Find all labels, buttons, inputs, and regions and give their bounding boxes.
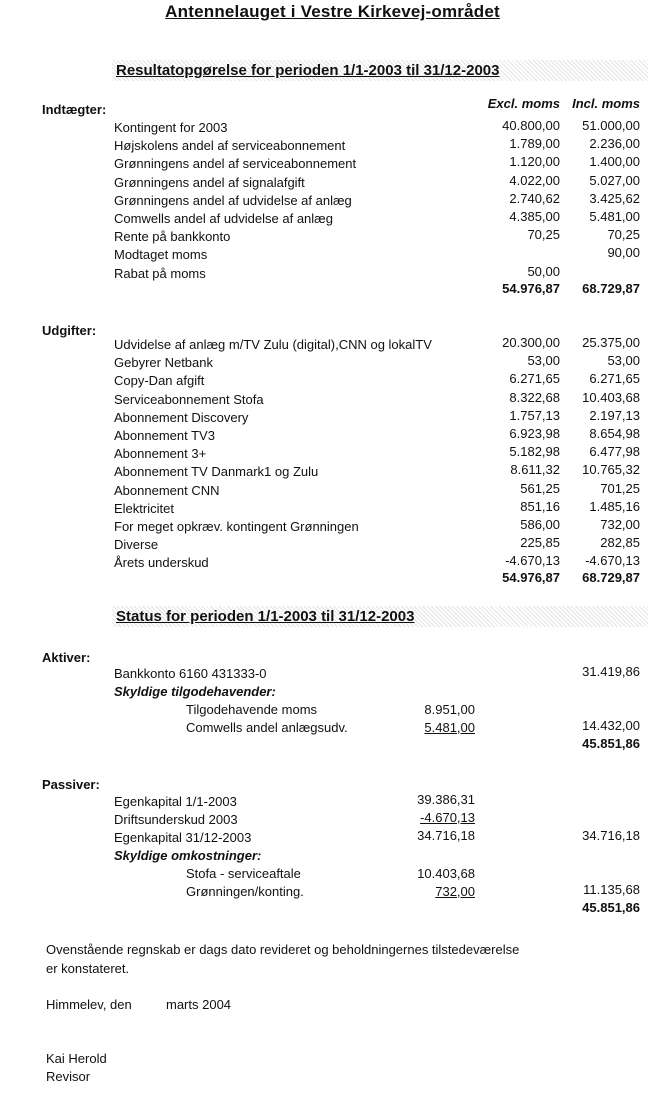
signer-name: Kai Herold xyxy=(46,1051,107,1066)
expense-row-excl: 851,16 xyxy=(520,498,560,514)
expense-row-excl: 5.182,98 xyxy=(509,444,560,460)
col-excl-header: Excl. moms xyxy=(487,96,560,111)
income-row-label: Modtaget moms xyxy=(114,247,208,263)
expense-row-label: Diverse xyxy=(114,537,159,553)
expense-row-excl: 8.322,68 xyxy=(509,389,560,405)
income-row-excl: 2.740,62 xyxy=(509,190,560,206)
income-row-incl: 70,25 xyxy=(607,227,640,243)
equity-amount: -4.670,13 xyxy=(420,810,475,825)
cost-label: Stofa - serviceaftale xyxy=(186,866,301,881)
expense-row-incl: 6.477,98 xyxy=(589,444,640,460)
expense-row-excl: 53,00 xyxy=(527,353,560,369)
income-row-incl: 51.000,00 xyxy=(582,118,640,133)
expense-row-incl: 2.197,13 xyxy=(589,407,640,423)
bank-total: 31.419,86 xyxy=(582,664,640,679)
audit-statement-line2: er konstateret. xyxy=(46,961,130,976)
income-row-incl: 2.236,00 xyxy=(589,136,640,152)
result-heading-banner xyxy=(112,60,648,81)
liabilities-label: Passiver: xyxy=(42,777,100,792)
equity-label: Egenkapital 1/1-2003 xyxy=(114,794,237,809)
expense-row-label: Abonnement 3+ xyxy=(114,446,207,462)
expense-row-excl: 6.923,98 xyxy=(509,426,560,441)
receivable-amount: 5.481,00 xyxy=(424,720,475,735)
cost-amount: 732,00 xyxy=(435,884,475,899)
expense-row-total-incl: 68.729,87 xyxy=(582,570,640,585)
expense-row-label: Abonnement TV3 xyxy=(114,428,215,443)
document-title: Antennelauget i Vestre Kirkevej-området xyxy=(165,2,500,21)
cost-label: Grønningen/konting. xyxy=(186,884,304,899)
status-heading-banner xyxy=(112,606,648,627)
expense-row-incl: 701,25 xyxy=(600,480,640,496)
cost-amount: 10.403,68 xyxy=(417,866,475,881)
expense-row-incl: 732,00 xyxy=(600,517,640,532)
income-section-label: Indtægter: xyxy=(42,102,107,117)
expense-section-label: Udgifter: xyxy=(42,323,97,338)
expense-row-excl: 586,00 xyxy=(520,517,560,532)
expense-row-excl: -4.670,13 xyxy=(505,553,560,569)
income-row-excl: 70,25 xyxy=(527,227,560,243)
expense-row-excl: 20.300,00 xyxy=(502,335,560,350)
income-row-label: Højskolens andel af serviceabonnement xyxy=(114,138,346,154)
result-heading: Resultatopgørelse for perioden 1/1-2003 til 31/12-2003 xyxy=(116,62,500,79)
expense-row-label: Elektricitet xyxy=(114,500,174,516)
expense-row-excl: 1.757,13 xyxy=(509,407,560,423)
income-row-incl: 5.481,00 xyxy=(589,209,640,224)
income-row-total-excl: 54.976,87 xyxy=(502,281,560,296)
income-row-incl: 3.425,62 xyxy=(589,190,640,206)
expense-row-total-excl: 54.976,87 xyxy=(502,570,560,585)
expense-row-label: Abonnement TV Danmark1 og Zulu xyxy=(114,464,319,480)
signer-title: Revisor xyxy=(46,1069,91,1084)
income-row-label: Kontingent for 2003 xyxy=(114,120,228,135)
expense-row-incl: 53,00 xyxy=(607,353,640,369)
equity-amount: 34.716,18 xyxy=(417,828,475,843)
expense-row-label: Abonnement CNN xyxy=(114,482,220,498)
receivable-amount: 8.951,00 xyxy=(424,702,475,717)
col-incl-header: Incl. moms xyxy=(572,96,640,111)
bank-label: Bankkonto 6160 431333-0 xyxy=(114,666,267,681)
expense-row-label: Udvidelse af anlæg m/TV Zulu (digital),CNN og lokalTV xyxy=(114,337,432,352)
expense-row-incl: 10.403,68 xyxy=(582,389,640,405)
expense-row-label: Abonnement Discovery xyxy=(114,409,249,425)
receivables-total: 14.432,00 xyxy=(582,718,640,733)
income-row-incl: 90,00 xyxy=(607,245,640,261)
costs-label: Skyldige omkostninger: xyxy=(114,848,262,863)
income-row-label: Rabat på moms xyxy=(114,265,206,281)
expense-row-incl: 282,85 xyxy=(600,535,640,551)
equity-total: 34.716,18 xyxy=(582,828,640,843)
income-row-excl: 50,00 xyxy=(527,263,560,279)
expense-row-incl: 25.375,00 xyxy=(582,335,640,350)
income-row-total-incl: 68.729,87 xyxy=(582,281,640,296)
income-row-excl: 4.385,00 xyxy=(509,209,560,224)
expense-row-incl: 1.485,16 xyxy=(589,498,640,514)
assets-label: Aktiver: xyxy=(42,650,91,665)
expense-row-label: Årets underskud xyxy=(114,555,209,571)
equity-label: Egenkapital 31/12-2003 xyxy=(114,830,252,845)
receivable-label: Comwells andel anlægsudv. xyxy=(186,720,348,735)
expense-row-label: For meget opkræv. kontingent Grønningen xyxy=(114,519,359,534)
expense-row-incl: 8.654,98 xyxy=(589,426,640,441)
receivable-label: Tilgodehavende moms xyxy=(186,702,318,717)
income-row-label: Grønningens andel af signalafgift xyxy=(114,174,305,190)
expense-row-label: Copy-Dan afgift xyxy=(114,373,205,389)
income-row-excl: 1.789,00 xyxy=(509,136,560,152)
place-label: Himmelev, den xyxy=(46,997,132,1012)
expense-row-incl: 10.765,32 xyxy=(582,462,640,478)
equity-amount: 39.386,31 xyxy=(417,792,475,807)
equity-label: Driftsunderskud 2003 xyxy=(114,812,238,827)
expense-row-excl: 8.611,32 xyxy=(510,462,560,478)
expense-row-label: Serviceabonnement Stofa xyxy=(114,391,264,407)
audit-statement-line1: Ovenstående regnskab er dags dato revideret og beholdningernes tilstedeværelse xyxy=(46,942,520,957)
expense-row-excl: 561,25 xyxy=(520,480,560,496)
expense-row-label: Gebyrer Netbank xyxy=(114,355,213,371)
expense-row-incl: 6.271,65 xyxy=(589,371,640,387)
income-row-label: Grønningens andel af serviceabonnement xyxy=(114,156,357,172)
receivables-label: Skyldige tilgodehavender: xyxy=(114,684,276,699)
assets-total: 45.851,86 xyxy=(582,736,640,751)
expense-row-excl: 225,85 xyxy=(520,535,560,551)
signature-date: marts 2004 xyxy=(166,997,232,1012)
income-row-excl: 4.022,00 xyxy=(509,172,560,188)
status-heading: Status for perioden 1/1-2003 til 31/12-2003 xyxy=(116,608,415,625)
income-row-incl: 1.400,00 xyxy=(589,154,640,170)
income-row-incl: 5.027,00 xyxy=(589,172,640,188)
income-row-excl: 1.120,00 xyxy=(509,154,560,170)
income-row-label: Comwells andel af udvidelse af anlæg xyxy=(114,211,333,226)
liabilities-total: 45.851,86 xyxy=(582,900,640,915)
income-row-label: Grønningens andel af udvidelse af anlæg xyxy=(114,192,352,208)
expense-row-excl: 6.271,65 xyxy=(509,371,560,387)
expense-row-incl: -4.670,13 xyxy=(585,553,640,569)
costs-total: 11.135,68 xyxy=(583,882,640,897)
income-row-label: Rente på bankkonto xyxy=(114,229,231,245)
income-row-excl: 40.800,00 xyxy=(502,118,560,133)
